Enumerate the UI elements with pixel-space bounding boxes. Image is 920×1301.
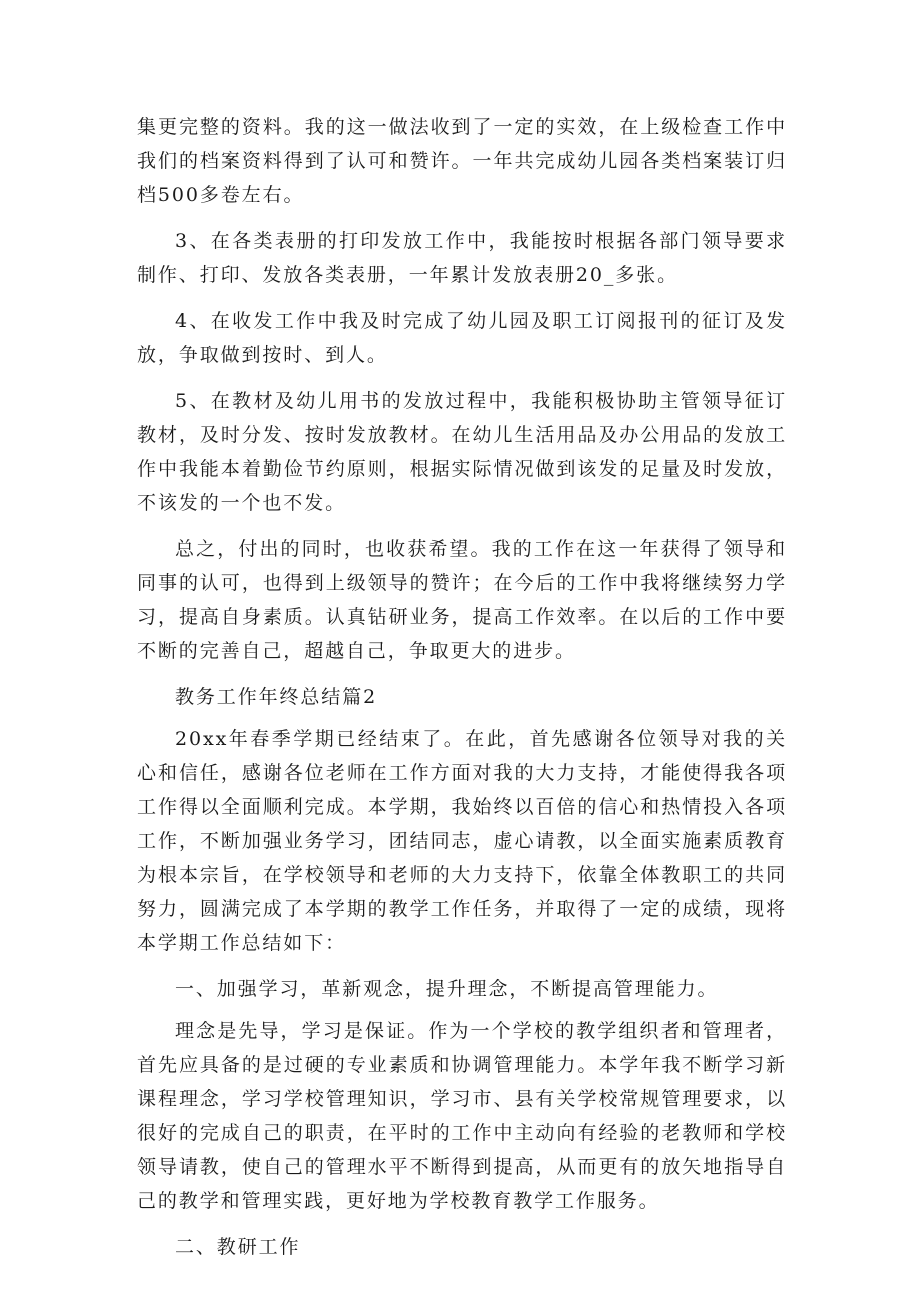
paragraph-concept: 理念是先导，学习是保证。作为一个学校的教学组织者和管理者，首先应具备的是过硬的专业素质和协调管理能力。本学年我不断学习新课程理念，学习学校管理知识，学习市、县有关学校常规管理要求，以很好的完成自己的职责，在平时的工作中主动向有经验的老教师和学校领导请教，使自己的管理水平不断得到提高，从而更有的放矢地指导自己的教学和管理实践，更好地为学校教育教学工作服务。 — [137, 1020, 787, 1212]
paragraph-item-4: 4、在收发工作中我及时完成了幼儿园及职工订阅报刊的征订及发放，争取做到按时、到人。 — [137, 310, 787, 366]
paragraph-item-3: 3、在各类表册的打印发放工作中，我能按时根据各部门领导要求制作、打印、发放各类表册，一年累计发放表册20_多张。 — [137, 230, 787, 286]
paragraph-summary: 总之，付出的同时，也收获希望。我的工作在这一年获得了领导和同事的认可，也得到上级领导的赞许；在今后的工作中我将继续努力学习，提高自身素质。认真钻研业务，提高工作效率。在以后的工作中要不断的完善自己，超越自己，争取更大的进步。 — [137, 538, 787, 662]
paragraph-continuation: 集更完整的资料。我的这一做法收到了一定的实效，在上级检查工作中我们的档案资料得到了认可和赞许。一年共完成幼儿园各类档案装订归档500多卷左右。 — [137, 116, 787, 206]
paragraph-item-5: 5、在教材及幼儿用书的发放过程中，我能积极协助主管领导征订教材，及时分发、按时发放教材。在幼儿生活用品及办公用品的发放工作中我能本着勤俭节约原则，根据实际情况做到该发的足量及时发放，不该发的一个也不发。 — [137, 390, 787, 514]
section-heading-two: 二、教研工作 — [175, 1236, 301, 1258]
paragraph-intro: 20xx年春季学期已经结束了。在此，首先感谢各位领导对我的关心和信任，感谢各位老师在工作方面对我的大力支持，才能使得我各项工作得以全面顺利完成。本学期，我始终以百倍的信心和热情投入各项工作，不断加强业务学习，团结同志，虚心请教，以全面实施素质教育为根本宗旨，在学校领导和老师的大力支持下，依靠全体教职工的共同努力，圆满完成了本学期的教学工作任务，并取得了一定的成绩，现将本学期工作总结如下： — [137, 728, 787, 954]
section-heading-one: 一、加强学习，革新观念，提升理念，不断提高管理能力。 — [175, 978, 719, 1000]
document-body — [137, 110, 787, 1272]
section-title: 教务工作年终总结篇2 — [175, 686, 378, 708]
